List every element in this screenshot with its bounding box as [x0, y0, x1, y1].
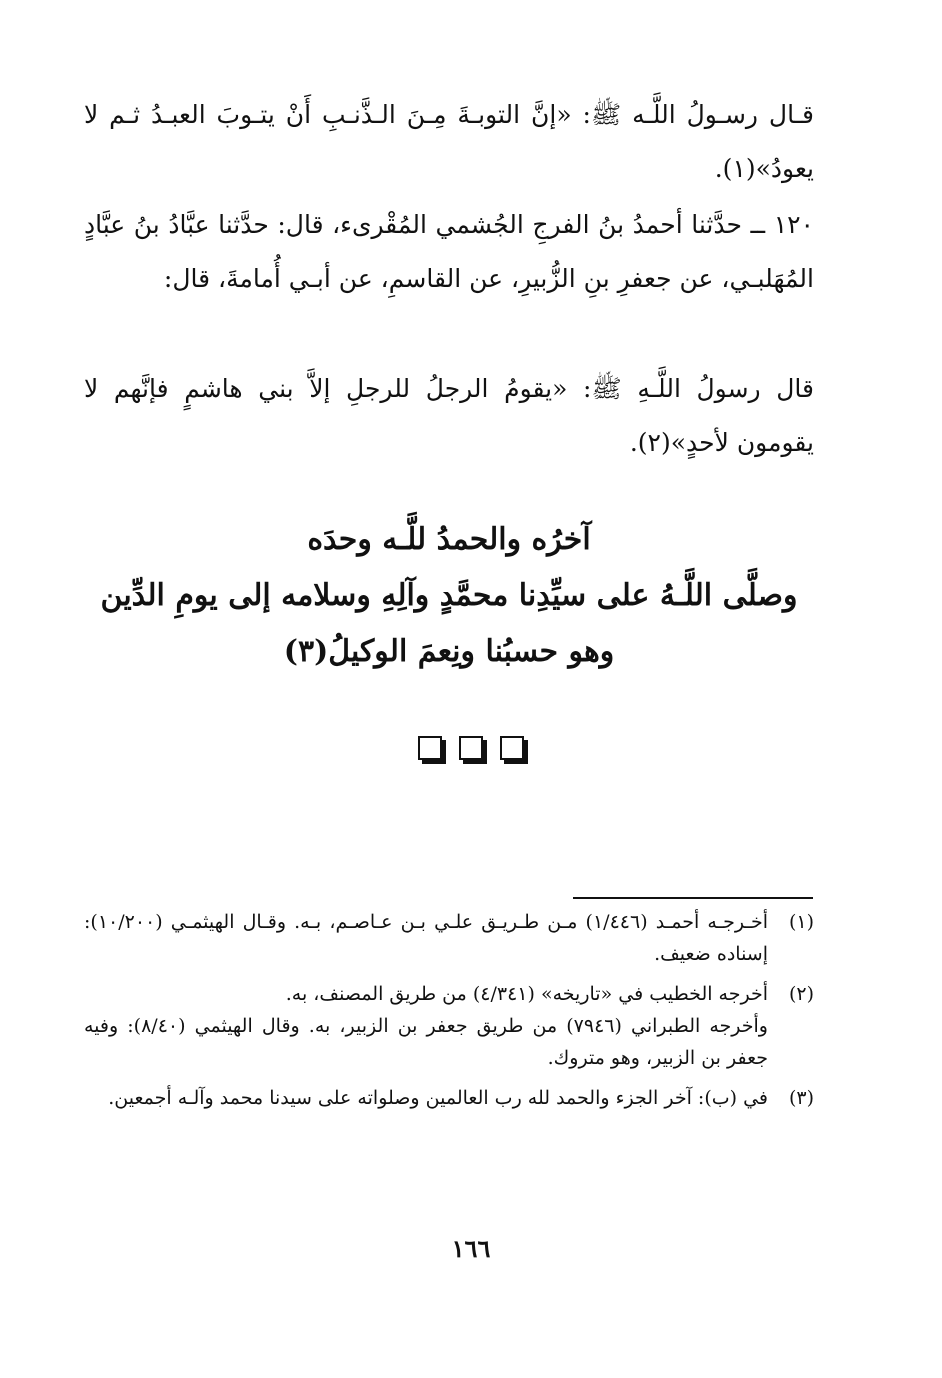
- hadith-120-text-paragraph: قال رسولُ اللَّـهِ ﷺ: «يقومُ الرجلُ للرجلِ إلاَّ بني هاشمٍ فإنَّهم لا يقومون لأحدٍ»(٢).: [84, 374, 814, 457]
- footnote-number: (٢): [788, 983, 814, 1005]
- footnote-number: (١): [788, 911, 814, 933]
- footnote-text: وأخرجه الطبراني (٧٩٤٦) من طريق جعفر بن الزبير، به. وقال الهيثمي (٨/٤٠): وفيه جعفر بن الزبير، وهو متروك.: [84, 1015, 768, 1069]
- footnote-text: أخـرجـه أحمـد (١/٤٤٦) مـن طـريـق علـي بـن عـاصـم، بـه. وقـال الهيثمـي (١٠/٢٠٠): إسناده ضعيف.: [84, 911, 768, 965]
- ornament-box-icon: [459, 736, 483, 760]
- section-end-ornament: [0, 736, 942, 760]
- footnote-text: في (ب): آخر الجزء والحمد لله رب العالمين وصلواته على سيدنا محمد وآلـه أجمعين.: [108, 1087, 768, 1109]
- footnote-text: أخرجه الخطيب في «تاريخه» (٤/٣٤١) من طريق المصنف، به.: [285, 983, 768, 1005]
- hadith-120-isnad-paragraph: ١٢٠ ــ حدَّثنا أحمدُ بنُ الفرجِ الجُشمي المُقْرىء، قال: حدَّثنا عبَّادُ بنُ عبَّادٍ المُهَلبـي، عن جعفرِ بنِ الزُّبيرِ، عن القاسمِ، عن أبـي أُمامةَ، قال:: [84, 210, 814, 293]
- closing-line-1: آخرُه والحمدُ للَّـه وحدَه: [307, 522, 591, 557]
- footnote-separator: [573, 897, 813, 899]
- footnote-body: [84, 978, 768, 1074]
- footnote-body: [84, 1082, 768, 1114]
- footnote-item: [84, 1082, 814, 1114]
- page-number: ١٦٦: [451, 1234, 491, 1263]
- footnote-item: [84, 978, 814, 1074]
- hadith-text-paragraph: قـال رسـولُ اللَّـه ﷺ: «إنَّ التوبـةَ مِـنَ الـذَّنـبِ أَنْ يتـوبَ العبـدُ ثـم لا يعودُ»(١).: [84, 100, 814, 183]
- footnotes: [84, 906, 814, 1122]
- footnote-number: (٣): [788, 1087, 814, 1109]
- closing-line-3: وهو حسبُنا ونِعمَ الوكيلُ(٣): [283, 634, 615, 669]
- ornament-box-icon: [418, 736, 442, 760]
- closing-line-2: وصلَّى اللَّـهُ على سيِّدِنا محمَّدٍ وآلِهِ وسلامه إلى يومِ الدِّين: [100, 578, 798, 613]
- ornament-box-icon: [500, 736, 524, 760]
- closing-formula: [84, 512, 814, 680]
- footnote-body: [84, 906, 768, 970]
- footnote-item: [84, 906, 814, 970]
